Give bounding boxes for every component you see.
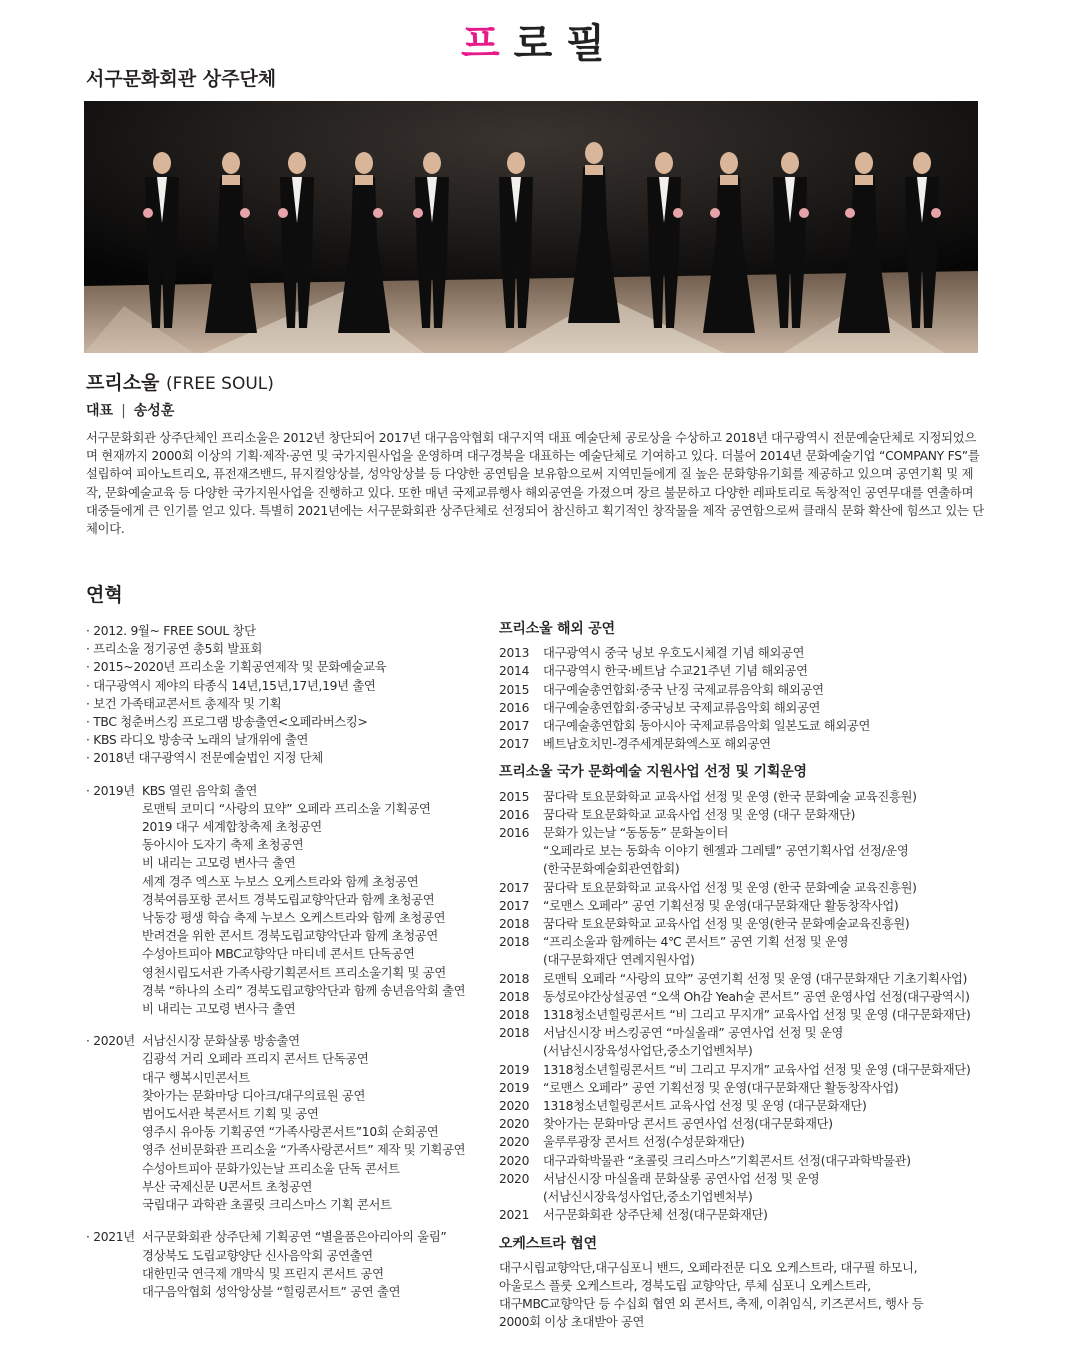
history-item: 영천시립도서관 가족사랑기획콘서트 프리소울기획 및 공연 <box>142 965 446 980</box>
support-year: 2021 <box>499 1208 530 1223</box>
history-item: 경북여름포항 콘서트 경북도립교향악단과 함께 초청공연 <box>142 892 435 907</box>
support-year: 2018 <box>499 989 530 1004</box>
history-item: 세계 경주 엑스포 누보스 오케스트라와 함께 초청공연 <box>142 874 419 889</box>
support-row <box>499 806 999 824</box>
support-row <box>499 1133 999 1151</box>
overseas-text: 베트남호치민-경주세계문화엑스포 해외공연 <box>543 737 771 752</box>
support-year: 2018 <box>499 1008 530 1023</box>
support-row <box>499 1061 999 1079</box>
overseas-year: 2016 <box>499 700 530 715</box>
history-item: 국립대구 과학관 초콜릿 크리스마스 기획 콘서트 <box>142 1198 392 1213</box>
orchestra-section <box>499 1235 999 1332</box>
history-year: · 2019년 <box>86 783 135 798</box>
overseas-text: 대구광역시 한국·베트남 수교21주년 기념 해외공연 <box>543 664 808 679</box>
support-text-cont: (대구문화재단 연례지원사업) <box>543 953 695 968</box>
history-item: 범어도서관 북콘서트 기획 및 공연 <box>142 1107 319 1122</box>
history-item: 영주 선비문화관 프리소울 “가족사랑콘서트” 제작 및 기획공연 <box>142 1143 466 1158</box>
support-year: 2020 <box>499 1171 530 1186</box>
support-text: 서구문화회관 상주단체 선정(대구문화재단) <box>543 1208 768 1223</box>
performer-head <box>423 152 441 174</box>
support-text: 꿈다락 토요문화학교 교육사업 선정 및 운영(한국 문화예술교육진흥원) <box>543 917 910 932</box>
performer-shoulders <box>355 175 373 185</box>
support-text: “프리소울과 함께하는 4℃ 콘서트” 공연 기획 선정 및 운영 <box>543 935 849 950</box>
overseas-year: 2017 <box>499 737 530 752</box>
history-year-group <box>86 1032 491 1214</box>
overseas-row <box>499 662 999 680</box>
history-year: · 2020년 <box>86 1034 135 1049</box>
support-text: 꿈다락 토요문화학교 교육사업 선정 및 운영 (한국 문화예술 교육진흥원) <box>543 789 917 804</box>
support-text: 동성로야간상설공연 “오색 Oh감 Yeah술 콘서트” 공연 운영사업 선정(대구광역시) <box>543 989 970 1004</box>
performer-head <box>507 152 525 174</box>
overseas-row <box>499 717 999 735</box>
support-row <box>499 933 999 951</box>
support-row <box>499 1079 999 1097</box>
flower-bouquet-icon <box>931 208 941 218</box>
performer-shoulders <box>855 175 873 185</box>
support-row <box>499 1006 999 1024</box>
history-list <box>86 622 491 1315</box>
overseas-year: 2015 <box>499 682 530 697</box>
performer-head <box>222 152 240 174</box>
performer-head <box>585 142 603 164</box>
history-item: 찾아가는 문화마당 디아크/대구의료원 공연 <box>142 1088 366 1103</box>
support-row <box>499 988 999 1006</box>
history-item: 영주시 유아동 기획공연 “가족사랑콘서트”10회 순회공연 <box>142 1125 439 1140</box>
flower-bouquet-icon <box>710 208 720 218</box>
performer-shoulders <box>585 165 603 175</box>
support-text: 1318청소년힐링콘서트 “비 그리고 무지개” 교육사업 선정 및 운영 (대구문화재단) <box>543 1062 971 1077</box>
rep-separator: | <box>121 403 126 419</box>
support-row <box>499 879 999 897</box>
orchestra-line: 대구시립교향악단,대구심포니 밴드, 오페라전문 디오 오케스트라, 대구필 하모니, <box>499 1260 918 1275</box>
overseas-row <box>499 644 999 662</box>
history-item: · 2018년 대구광역시 전문예술법인 지정 단체 <box>86 751 324 766</box>
support-text-cont: (서남신시장육성사업단,중소기업벤처부) <box>543 1044 753 1059</box>
support-row <box>499 915 999 933</box>
history-item: · 2015~2020년 프리소울 기획공연제작 및 문화예술교육 <box>86 660 387 675</box>
support-text-cont: (서남신시장육성사업단,중소기업벤처부) <box>543 1190 753 1205</box>
support-year: 2017 <box>499 880 530 895</box>
support-row <box>499 1152 999 1170</box>
flower-bouquet-icon <box>373 208 383 218</box>
support-text: 꿈다락 토요문화학교 교육사업 선정 및 운영 (대구 문화재단) <box>543 807 856 822</box>
page-subtitle: 서구문화회관 상주단체 <box>86 68 277 90</box>
history-item: · 2012. 9월~ FREE SOUL 창단 <box>86 624 256 638</box>
flower-bouquet-icon <box>799 208 809 218</box>
overseas-text: 대구예술총연합회·중국 난징 국제교류음악회 해외공연 <box>543 682 824 697</box>
history-item: 대구음악협회 성악앙상블 “힐링콘서트” 공연 출연 <box>142 1284 401 1299</box>
rep-name: 송성훈 <box>133 403 175 419</box>
performer-head <box>855 152 873 174</box>
history-item: 비 내리는 고모령 변사극 출연 <box>142 856 296 871</box>
support-text: 찾아가는 문화마당 콘서트 공연사업 선정(대구문화재단) <box>543 1117 833 1132</box>
orchestra-line: 2000회 이상 초대받아 공연 <box>499 1315 645 1330</box>
support-text: “로맨스 오페라” 공연 기획선정 및 운영(대구문화재단 활동창작사업) <box>543 1080 899 1095</box>
overseas-text: 대구예술총연합회·중국닝보 국제교류음악회 해외공연 <box>543 700 821 715</box>
history-item: 대한민국 연극제 개막식 및 프린지 콘서트 공연 <box>142 1266 384 1281</box>
history-year-group <box>86 1228 491 1301</box>
overseas-title: 프리소울 해외 공연 <box>499 621 615 637</box>
support-text: “로맨스 오페라” 공연 기획선정 및 운영(대구문화재단 활동창작사업) <box>543 898 899 913</box>
history-item: 로맨틱 코미디 “사랑의 묘약” 오페라 프리소울 기획공연 <box>142 801 431 816</box>
orchestra-title: 오케스트라 협연 <box>499 1235 597 1252</box>
history-item: 수성아트피아 MBC교향악단 마티네 콘서트 단독공연 <box>142 947 415 962</box>
history-item: 서남신시장 문화살롱 방송출연 <box>142 1034 300 1049</box>
support-year: 2020 <box>499 1099 530 1114</box>
orchestra-line: 아울로스 플룻 오케스트라, 경북도립 교향악단, 루체 심포니 오케스트라, <box>499 1278 871 1293</box>
support-year: 2020 <box>499 1117 530 1132</box>
support-text-cont: “오페라로 보는 동화속 이야기 헨젤과 그레텔” 공연기획사업 선정/운영 <box>543 844 909 859</box>
flower-bouquet-icon <box>673 208 683 218</box>
support-row <box>499 1206 999 1224</box>
history-item: · 대구광역시 제야의 타종식 14년,15년,17년,19년 출연 <box>86 678 376 693</box>
performer-head <box>720 152 738 174</box>
history-item: · TBC 청춘버스킹 프로그램 방송출연<오페라버스킹> <box>86 715 368 730</box>
history-year: · 2021년 <box>86 1230 135 1245</box>
support-row <box>499 970 999 988</box>
performer-shoulders <box>720 175 738 185</box>
flower-bouquet-icon <box>845 208 855 218</box>
support-text: 서남신시장 마실올래 문화살롱 공연사업 선정 및 운영 <box>543 1171 820 1186</box>
history-year-row <box>86 782 491 800</box>
history-item: KBS 열린 음악회 출연 <box>142 783 258 798</box>
group-description: 서구문화회관 상주단체인 프리소울은 2012년 창단되어 2017년 대구음악협회 대구지역 대표 예술단체 공로상을 수상하고 2018년 대구광역시 전문예술단체로 지정되었으며 현재까지 2000회 이상의 기획·제작·공연 및 국가지원사업을 운영하며 대구경북을 대표하는 예술단체로 기여하고 있다. 더불어 2014년 문화예술기업 “COMPANY FS”를 설립하여 피아노트리오, 퓨전재즈밴드, 뮤지컬앙상블, 성악앙상블 등 다양한 공연팀을 보유함으로써 지역민들에게 질 높은 문화향유기회를 제공하고 있으며 공연기획 및 제작, 문화예술교육 등 다양한 국가지원사업을 진행하고 있다. 또한 매년 국제교류행사 해외공연을 가졌으며 장르 불문하고 다양한 레파토리로 독창적인 공연무대를 연출하며 대중들에게 큰 인기를 얻고 있다. 특별히 2021년에는 서구문화회관 상주단체로 선정되어 참신하고 획기적인 창작물을 제작 공연함으로써 클래식 문화 확산에 힘쓰고 있는 단체이다. <box>86 431 984 537</box>
support-text: 대구과학박물관 “초콜릿 크리스마스”기획콘서트 선정(대구과학박물관) <box>543 1153 911 1168</box>
history-item: 대구 행복시민콘서트 <box>142 1070 250 1085</box>
support-row <box>499 788 999 806</box>
performer-head <box>288 152 306 174</box>
history-item: 김광석 거리 오페라 프리지 콘서트 단독공연 <box>142 1052 369 1067</box>
page-title <box>0 12 1080 69</box>
history-years <box>86 782 491 1301</box>
flower-bouquet-icon <box>278 208 288 218</box>
history-item: 부산 국제신문 U콘서트 초청공연 <box>142 1179 313 1194</box>
rep-label: 대표 <box>86 403 114 419</box>
performer-head <box>153 152 171 174</box>
history-item: 동아시아 도자기 축제 초청공연 <box>142 838 304 853</box>
history-basics <box>86 622 491 768</box>
history-item: 수성아트피아 문화가있는날 프리소울 단독 콘서트 <box>142 1161 400 1176</box>
support-year: 2016 <box>499 826 530 841</box>
support-row <box>499 1097 999 1115</box>
support-section <box>499 763 999 1224</box>
history-title: 연혁 <box>86 584 123 606</box>
support-text: 1318청소년힐링콘서트 교육사업 선정 및 운영 (대구문화재단) <box>543 1099 867 1114</box>
performer-head <box>355 152 373 174</box>
support-text-cont: (한국문화예술회관연합회) <box>543 862 680 877</box>
group-name-ko: 프리소울 <box>86 372 160 394</box>
overseas-row <box>499 681 999 699</box>
overseas-year: 2014 <box>499 664 530 679</box>
support-row <box>499 1024 999 1042</box>
support-year: 2016 <box>499 807 530 822</box>
support-row <box>499 1115 999 1133</box>
support-year: 2018 <box>499 971 530 986</box>
overseas-text: 대구광역시 중국 닝보 우호도시체결 기념 해외공연 <box>543 646 805 661</box>
flower-bouquet-icon <box>143 208 153 218</box>
history-item: · 프리소울 정기공연 총5회 발표회 <box>86 642 263 657</box>
performer-head <box>655 152 673 174</box>
title-rest: 로필 <box>513 21 619 67</box>
support-year: 2018 <box>499 1026 530 1041</box>
history-item: 서구문화회관 상주단체 기획공연 “별을품은아리아의 울림” <box>142 1230 447 1245</box>
overseas-year: 2013 <box>499 646 530 661</box>
performer-head <box>913 152 931 174</box>
support-title: 프리소울 국가 문화예술 지원사업 선정 및 기획운영 <box>499 764 807 781</box>
group-performance-photo <box>84 101 978 353</box>
overseas-row <box>499 735 999 753</box>
support-text: 서남신시장 버스킹공연 “마실올래” 공연사업 선정 및 운영 <box>543 1026 844 1041</box>
overseas-text: 대구예술총연합회 동아시아 국제교류음악회 일본도쿄 해외공연 <box>543 719 871 734</box>
support-year: 2019 <box>499 1080 530 1095</box>
performer-head <box>781 152 799 174</box>
support-year: 2019 <box>499 1062 530 1077</box>
representative <box>86 400 174 420</box>
history-item: 낙동강 평생 학습 축제 누보스 오케스트라와 함께 초청공연 <box>142 911 446 926</box>
history-item: 경북 “하나의 소리” 경북도립교향악단과 함께 송년음악회 출연 <box>142 983 466 998</box>
history-item: 비 내리는 고모령 변사극 출연 <box>142 1002 296 1017</box>
history-item: 반려견을 위한 콘서트 경북도립교향악단과 함께 초청공연 <box>142 929 438 944</box>
support-text: 꿈다락 토요문화학교 교육사업 선정 및 운영 (한국 문화예술 교육진흥원) <box>543 880 917 895</box>
support-year: 2020 <box>499 1135 530 1150</box>
orchestra-line: 대구MBC교향악단 등 수십회 협연 외 콘서트, 축제, 이취임식, 키즈콘서트, 행사 등 <box>499 1297 924 1312</box>
support-text: 로맨틱 오페라 “사랑의 묘약” 공연기획 선정 및 운영 (대구문화재단 기초기획사업) <box>543 971 968 986</box>
support-text: 1318청소년힐링콘서트 “비 그리고 무지개” 교육사업 선정 및 운영 (대구문화재단) <box>543 1008 971 1023</box>
overseas-section <box>499 620 999 753</box>
flower-bouquet-icon <box>240 208 250 218</box>
support-year: 2018 <box>499 917 530 932</box>
overseas-row <box>499 699 999 717</box>
performer-shoulders <box>222 175 240 185</box>
history-item: · 보건 가족태교콘서트 총제작 및 기획 <box>86 696 282 711</box>
support-year: 2018 <box>499 935 530 950</box>
history-year-row <box>86 1228 491 1246</box>
group-name-en: (FREE SOUL) <box>166 374 274 394</box>
group-name <box>86 368 274 395</box>
support-text: 울루루광장 콘서트 선정(수성문화재단) <box>543 1135 745 1150</box>
support-year: 2020 <box>499 1153 530 1168</box>
support-text: 문화가 있는날 “동동동” 문화놀이터 <box>543 826 729 841</box>
support-row <box>499 1170 999 1188</box>
history-year-group <box>86 782 491 1019</box>
title-accent-char: 프 <box>461 21 514 67</box>
history-item: 경상북도 도립교향양단 신사음악회 공연출연 <box>142 1248 373 1263</box>
support-row <box>499 824 999 842</box>
history-item: 2019 대구 세계합창축제 초청공연 <box>142 820 322 835</box>
activity-columns <box>499 620 999 1342</box>
support-row <box>499 897 999 915</box>
history-year-row <box>86 1032 491 1050</box>
history-item: · KBS 라디오 방송국 노래의 날개위에 출연 <box>86 733 309 748</box>
overseas-year: 2017 <box>499 719 530 734</box>
flower-bouquet-icon <box>413 208 423 218</box>
support-year: 2015 <box>499 789 530 804</box>
support-year: 2017 <box>499 898 530 913</box>
